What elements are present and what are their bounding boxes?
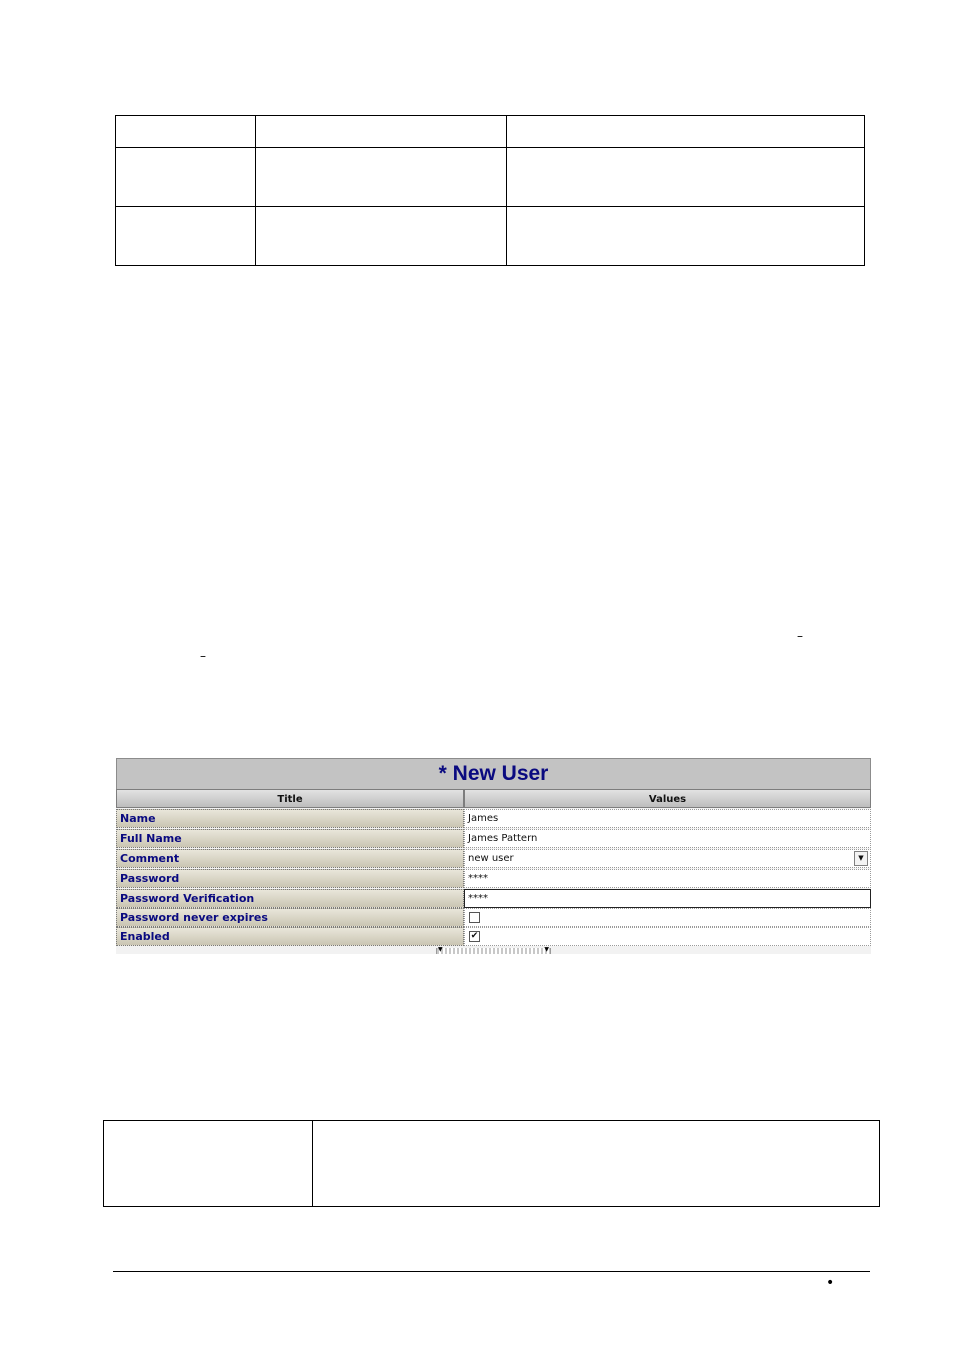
table-cell bbox=[507, 207, 865, 266]
name-field[interactable]: James bbox=[464, 809, 871, 828]
table-cell bbox=[104, 1121, 313, 1207]
dash-mark: – bbox=[200, 649, 206, 663]
row-label: Password bbox=[116, 869, 464, 888]
enabled-cell bbox=[464, 927, 871, 946]
enabled-checkbox[interactable]: ✔ bbox=[470, 931, 479, 941]
footer-rule bbox=[113, 1271, 870, 1272]
top-table bbox=[115, 115, 865, 266]
row-password-verification bbox=[116, 889, 871, 908]
row-password bbox=[116, 869, 871, 888]
table-cell bbox=[256, 207, 507, 266]
table-cell bbox=[313, 1121, 880, 1207]
password-never-expires-checkbox[interactable] bbox=[469, 912, 480, 923]
table-cell bbox=[116, 116, 256, 148]
row-password-never-expires bbox=[116, 908, 871, 927]
chevron-down-icon[interactable]: ▼ bbox=[854, 851, 868, 866]
row-label: Password never expires bbox=[116, 908, 464, 927]
row-label: Enabled bbox=[116, 927, 464, 946]
password-never-expires-cell bbox=[464, 908, 871, 927]
horizontal-scrollbar[interactable] bbox=[436, 948, 551, 954]
table-cell bbox=[256, 148, 507, 207]
bullet-mark: • bbox=[826, 1275, 835, 1291]
column-header-values[interactable]: Values bbox=[464, 789, 871, 808]
scroll-down-icon[interactable]: ▼ bbox=[438, 946, 443, 953]
comment-value: new user bbox=[468, 853, 514, 864]
comment-select[interactable] bbox=[464, 849, 871, 868]
table-cell bbox=[507, 148, 865, 207]
bottom-table bbox=[103, 1120, 880, 1207]
full-name-field[interactable]: James Pattern bbox=[464, 829, 871, 848]
table-cell bbox=[116, 207, 256, 266]
new-user-dialog bbox=[116, 758, 871, 954]
row-name bbox=[116, 809, 871, 828]
row-enabled bbox=[116, 927, 871, 946]
password-field[interactable]: **** bbox=[464, 869, 871, 888]
row-label: Password Verification bbox=[116, 889, 464, 908]
row-label: Full Name bbox=[116, 829, 464, 848]
row-label: Name bbox=[116, 809, 464, 828]
row-label: Comment bbox=[116, 849, 464, 868]
password-verification-field[interactable]: **** bbox=[464, 889, 871, 908]
scroll-down-icon[interactable]: ▼ bbox=[544, 946, 549, 953]
table-cell bbox=[116, 148, 256, 207]
row-full-name bbox=[116, 829, 871, 848]
dash-mark: – bbox=[797, 629, 803, 643]
column-header-title[interactable]: Title bbox=[116, 789, 464, 808]
dialog-title: * New User bbox=[116, 758, 871, 790]
row-comment bbox=[116, 849, 871, 868]
table-cell bbox=[507, 116, 865, 148]
table-cell bbox=[256, 116, 507, 148]
